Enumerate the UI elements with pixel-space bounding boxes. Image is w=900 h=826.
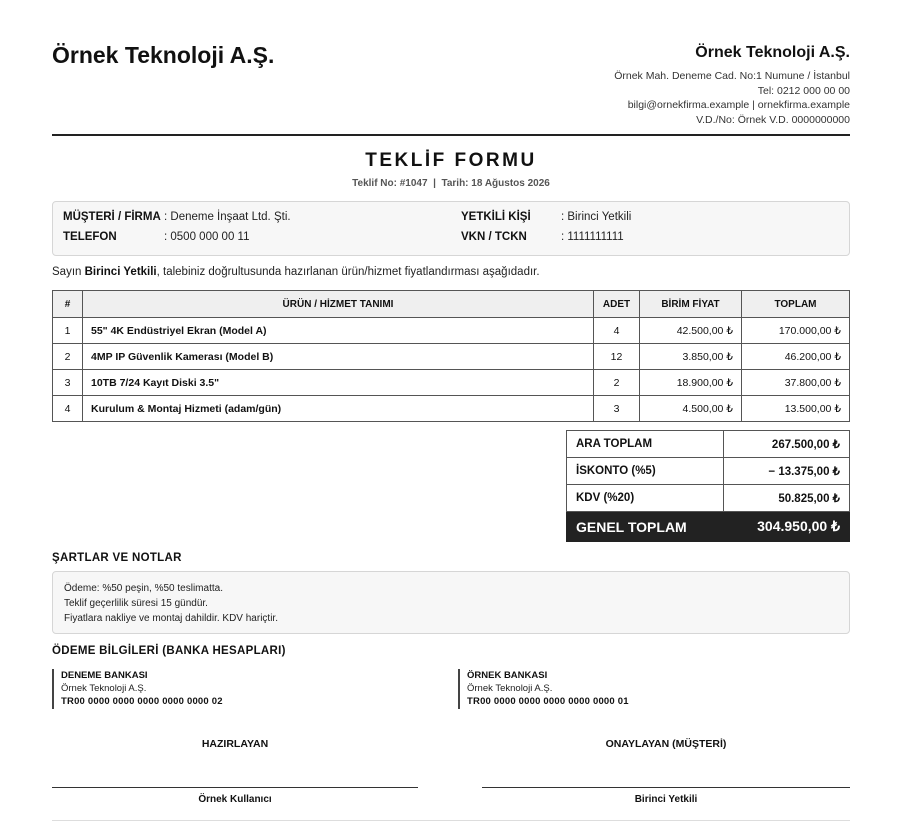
subtotal-row	[567, 431, 850, 458]
col-header-description: ÜRÜN / HİZMET TANIMI	[83, 291, 594, 318]
cell-no: 4	[53, 396, 83, 422]
bank-iban: TR00 0000 0000 0000 0000 0000 02	[61, 696, 223, 707]
cell-total: 170.000,00 ₺	[742, 318, 850, 344]
cell-quantity: 3	[594, 396, 640, 422]
client-phone-value: : 0500 000 00 11	[164, 231, 250, 243]
discount-row	[567, 458, 850, 485]
cell-description: 4MP IP Güvenlik Kamerası (Model B)	[83, 344, 594, 370]
cell-description: 55" 4K Endüstriyel Ekran (Model A)	[83, 318, 594, 344]
discount-label: İSKONTO (%5)	[567, 458, 724, 485]
approved-by-signature-line	[482, 787, 850, 788]
grand-total-label: GENEL TOPLAM	[567, 512, 724, 542]
client-tax-label: VKN / TCKN	[461, 231, 527, 243]
prepared-by-signature-line	[52, 787, 418, 788]
vat-value: 50.825,00 ₺	[724, 485, 850, 512]
approved-by-label: ONAYLAYAN (MÜŞTERİ)	[605, 738, 727, 750]
cell-total: 46.200,00 ₺	[742, 344, 850, 370]
company-info	[614, 44, 850, 127]
cell-quantity: 12	[594, 344, 640, 370]
intro-text	[52, 266, 540, 278]
cell-description: Kurulum & Montaj Hizmeti (adam/gün)	[83, 396, 594, 422]
col-header-quantity: ADET	[594, 291, 640, 318]
company-tax: V.D./No: Örnek V.D. 0000000000	[696, 113, 850, 126]
table-row	[53, 318, 850, 344]
table-row	[53, 370, 850, 396]
items-header-row	[53, 291, 850, 318]
footer-divider	[52, 820, 850, 821]
client-phone-label: TELEFON	[63, 231, 117, 243]
company-name: Örnek Teknoloji A.Ş.	[695, 44, 850, 61]
discount-value: − 13.375,00 ₺	[724, 458, 850, 485]
intro-suffix: , talebiniz doğrultusunda hazırlanan ürün/hizmet fiyatlandırması aşağıdadır.	[156, 266, 540, 278]
terms-line: Teklif geçerlilik süresi 15 gündür.	[64, 598, 208, 609]
terms-box	[52, 571, 850, 634]
items-table	[52, 290, 850, 422]
cell-total: 13.500,00 ₺	[742, 396, 850, 422]
cell-unit-price: 4.500,00 ₺	[640, 396, 742, 422]
cell-quantity: 2	[594, 370, 640, 396]
totals-table	[566, 430, 850, 542]
grand-total-value: 304.950,00 ₺	[724, 512, 850, 542]
cell-description: 10TB 7/24 Kayıt Diski 3.5"	[83, 370, 594, 396]
col-header-total: TOPLAM	[742, 291, 850, 318]
cell-no: 1	[53, 318, 83, 344]
table-row	[53, 344, 850, 370]
client-contact-value: : Birinci Yetkili	[561, 211, 632, 223]
intro-prefix: Sayın	[52, 266, 85, 278]
bank-account	[52, 669, 223, 709]
document-header	[52, 0, 850, 136]
prepared-by-name: Örnek Kullanıcı	[198, 794, 272, 805]
vat-row	[567, 485, 850, 512]
subtotal-label: ARA TOPLAM	[567, 431, 724, 458]
grand-total-row	[567, 512, 850, 542]
col-header-no: #	[53, 291, 83, 318]
payment-title: ÖDEME BİLGİLERİ (BANKA HESAPLARI)	[52, 645, 286, 657]
prepared-by-label: HAZIRLAYAN	[201, 738, 269, 750]
cell-unit-price: 3.850,00 ₺	[640, 344, 742, 370]
client-contact-label: YETKİLİ KİŞİ	[461, 211, 531, 223]
vat-label: KDV (%20)	[567, 485, 724, 512]
cell-unit-price: 42.500,00 ₺	[640, 318, 742, 344]
client-company-value: : Deneme İnşaat Ltd. Şti.	[164, 211, 291, 223]
cell-unit-price: 18.900,00 ₺	[640, 370, 742, 396]
col-header-unit-price: BİRİM FİYAT	[640, 291, 742, 318]
cell-quantity: 4	[594, 318, 640, 344]
client-info-box	[52, 201, 850, 256]
cell-no: 2	[53, 344, 83, 370]
terms-line: Fiyatlara nakliye ve montaj dahildir. KDV hariçtir.	[64, 613, 278, 624]
table-row	[53, 396, 850, 422]
client-company-label: MÜŞTERİ / FİRMA	[63, 211, 161, 223]
approved-by-name: Birinci Yetkili	[634, 794, 698, 805]
intro-contact-name: Birinci Yetkili	[84, 266, 157, 278]
client-tax-value: : 1111111111	[561, 231, 624, 243]
bank-holder: Örnek Teknoloji A.Ş.	[61, 683, 147, 694]
bank-account	[458, 669, 629, 709]
cell-total: 37.800,00 ₺	[742, 370, 850, 396]
terms-line: Ödeme: %50 peşin, %50 teslimatta.	[64, 583, 223, 594]
company-logo-text: Örnek Teknoloji A.Ş.	[52, 42, 275, 68]
bank-holder: Örnek Teknoloji A.Ş.	[467, 683, 553, 694]
subtotal-value: 267.500,00 ₺	[724, 431, 850, 458]
bank-name: DENEME BANKASI	[61, 670, 148, 681]
document-title: TEKLİF FORMU	[365, 150, 537, 171]
quote-document	[52, 0, 850, 826]
company-address: Örnek Mah. Deneme Cad. No:1 Numune / İstanbul	[614, 70, 850, 82]
bank-iban: TR00 0000 0000 0000 0000 0000 01	[467, 696, 629, 707]
company-phone: Tel: 0212 000 00 00	[757, 84, 850, 97]
bank-name: ÖRNEK BANKASI	[467, 670, 548, 681]
terms-title: ŞARTLAR VE NOTLAR	[52, 552, 182, 564]
company-contact: bilgi@ornekfirma.example | ornekfirma.example	[627, 99, 850, 112]
cell-no: 3	[53, 370, 83, 396]
document-subtitle: Teklif No: #1047 | Tarih: 18 Ağustos 2026	[352, 178, 550, 189]
